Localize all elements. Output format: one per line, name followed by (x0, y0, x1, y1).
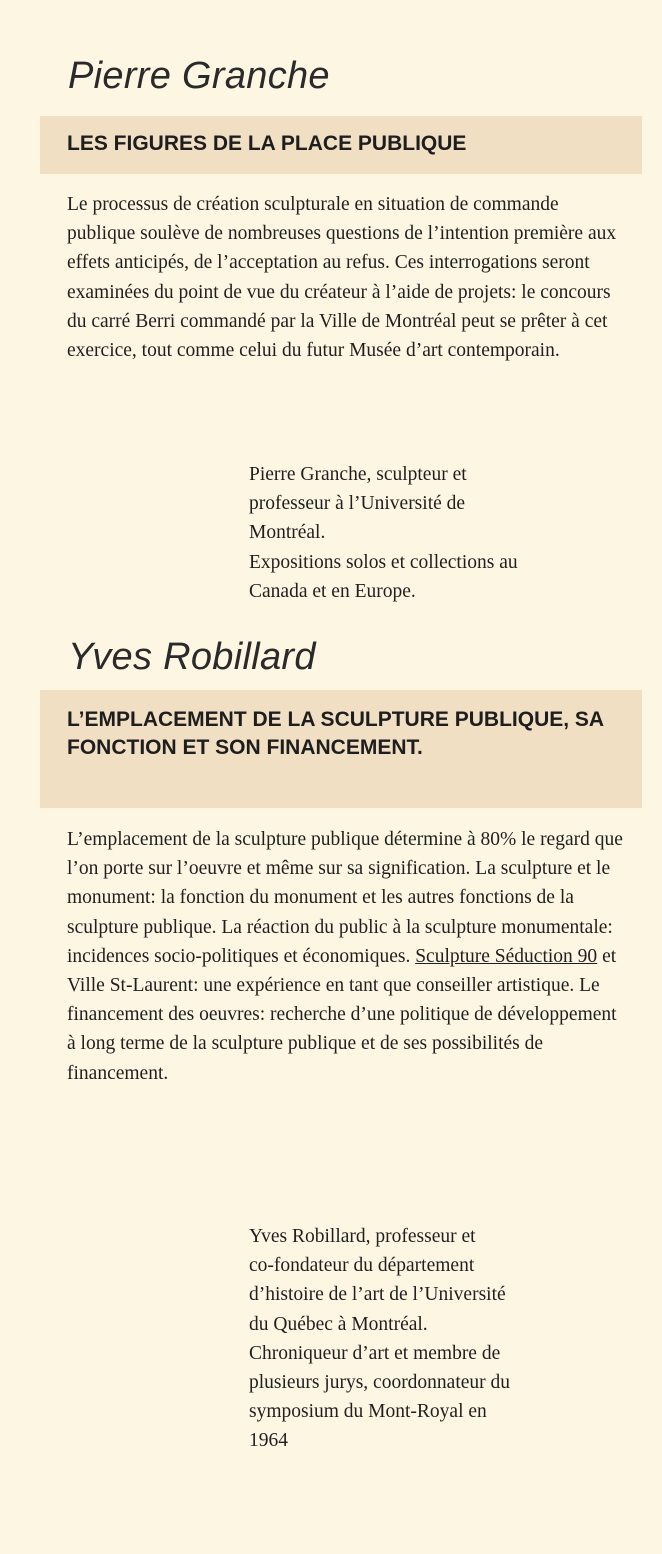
talk-title: L’EMPLACEMENT DE LA SCULPTURE PUBLIQUE, SA FONCTION ET SON FINANCEMENT. (40, 690, 642, 808)
publication-link: Sculpture Séduction 90 (415, 945, 598, 967)
abstract-text: Le processus de création sculpturale en situation de commande publique soulève de nombreuses questions de l’intention première aux effets anticipés, de l’acceptation au refus. Ces interrogations seront examinées du point de vue du créateur à l’aide de projets: le concours du carré Berri commandé par la Ville de Montréal peut se prêter à cet exercice, tout comme celui du futur Musée d’art contemporain. (67, 194, 617, 362)
talk-title: LES FIGURES DE LA PLACE PUBLIQUE (40, 116, 642, 174)
bio-line: professeur à l’Université de (249, 493, 466, 515)
bio-line: symposium du Mont-Royal en (249, 1401, 487, 1423)
speaker-bio (249, 1222, 629, 1456)
abstract-text-part: et Ville St-Laurent: une expérience en tant que conseiller artistique. Le financement des oeuvres: recherche d’une politique de développement à long terme de la sculpture publique et de ses possibilités de financement. (67, 945, 617, 1084)
abstract-text-part: L’emplacement de la sculpture publique détermine à 80% le regard que l’on porte sur l’oeuvre et même sur sa signification. La sculpture et le monument: la fonction du monument et les autres fonctions de la sculpture publique. La réaction du public à la sculpture monumentale: incidences socio-politiques et économiques. (67, 829, 623, 967)
bio-line: du Québec à Montréal. (249, 1313, 428, 1335)
bio-line: Canada et en Europe. (249, 580, 416, 602)
abstract-text (67, 825, 627, 1088)
bio-line: Yves Robillard, professeur et (249, 1226, 476, 1247)
bio-line: Expositions solos et collections au (249, 551, 518, 573)
bio-line: Pierre Granche, sculpteur et (249, 464, 467, 485)
bio-line: d’histoire de l’art de l’Université (249, 1284, 506, 1306)
speaker-name: Yves Robillard (68, 636, 316, 678)
bio-line: Montréal. (249, 522, 326, 544)
speaker-bio (249, 460, 629, 606)
bio-line: 1964 (249, 1430, 288, 1452)
bio-line: plusieurs jurys, coordonnateur du (249, 1372, 511, 1394)
bio-line: Chroniqueur d’art et membre de (249, 1342, 501, 1364)
bio-line: co-fondateur du département (249, 1255, 475, 1277)
speaker-name: Pierre Granche (68, 55, 330, 97)
